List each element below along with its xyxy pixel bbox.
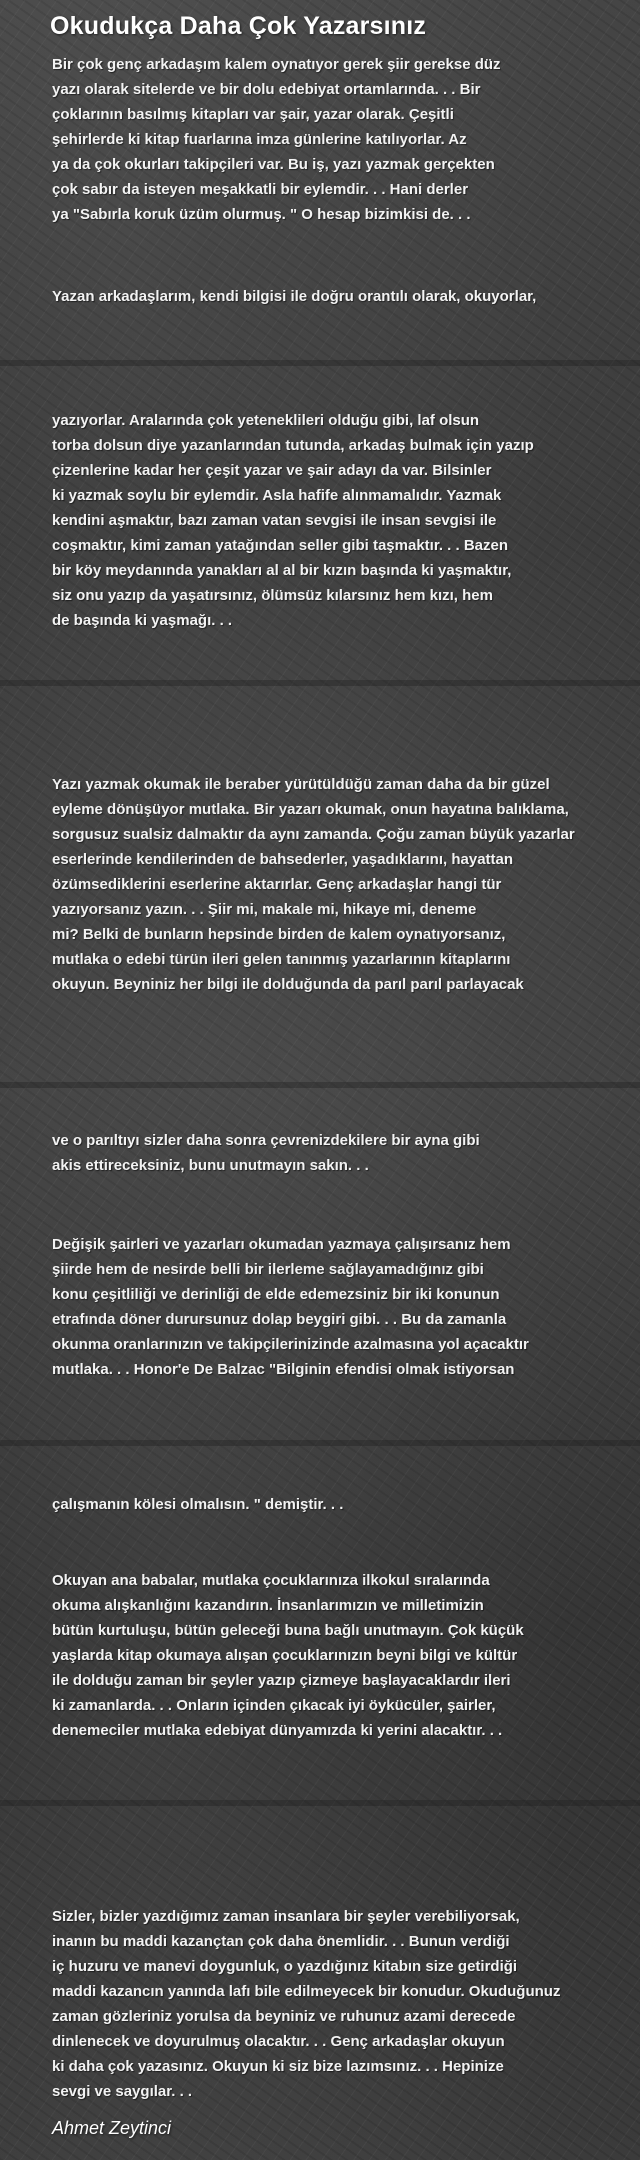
poem-line: çalışmanın kölesi olmalısın. " demiştir. . . — [52, 1496, 344, 1513]
background-band — [0, 360, 640, 366]
poem-line: yazı olarak sitelerde ve bir dolu edebiyat ortamlarında. . . Bir — [52, 81, 481, 98]
poem-line: akis ettireceksiniz, bunu unutmayın sakın. . . — [52, 1157, 369, 1174]
poem-line: zaman gözleriniz yorulsa da beyniniz ve ruhunuz azami derecede — [52, 2008, 516, 2025]
poem-line: çizenlerine kadar her çeşit yazar ve şair adayı da var. Bilsinler — [52, 462, 492, 479]
poem-line: torba dolsun diye yazanlarından tutunda, arkadaş bulmak için yazıp — [52, 437, 534, 454]
poem-line: çoklarının basılmış kitapları var şair, yazar olarak. Çeşitli — [52, 106, 454, 123]
poem-line: ki yazmak soylu bir eylemdir. Asla hafife alınmamalıdır. Yazmak — [52, 487, 502, 504]
poem-line: özümsediklerini eserlerine aktarırlar. Genç arkadaşlar hangi tür — [52, 876, 502, 893]
poem-line: siz onu yazıp da yaşatırsınız, ölümsüz kılarsınız hem kızı, hem — [52, 587, 493, 604]
poem-line: sorgusuz sualsiz dalmaktır da aynı zamanda. Çoğu zaman büyük yazarlar — [52, 826, 575, 843]
poem-line: etrafında döner durursunuz dolap beygiri gibi. . . Bu da zamanla — [52, 1311, 507, 1328]
poem-line: ile dolduğu zaman bir şeyler yazıp çizmeye başlayacaklardır ileri — [52, 1672, 511, 1689]
poem-line: Yazı yazmak okumak ile beraber yürütüldüğü zaman daha da bir güzel — [52, 776, 550, 793]
poem-line: bir köy meydanında yanakları al al bir kızın başında ki yaşmaktır, — [52, 562, 512, 579]
poem-line: şiirde hem de nesirde belli bir ilerleme sağlayamadığınız gibi — [52, 1261, 484, 1278]
poem-line: okuyun. Beyniniz her bilgi ile dolduğunda da parıl parıl parlayacak — [52, 976, 524, 993]
poem-line: Okuyan ana babalar, mutlaka çocuklarınıza ilkokul sıralarında — [52, 1572, 490, 1589]
stanza — [52, 284, 612, 309]
poem-line: Sizler, bizler yazdığımız zaman insanlara bir şeyler verebiliyorsak, — [52, 1908, 520, 1925]
stanza — [52, 1492, 612, 1517]
poem-line: Bir çok genç arkadaşım kalem oynatıyor gerek şiir gerekse düz — [52, 56, 501, 73]
stanza — [52, 408, 612, 633]
poem-line: konu çeşitliliği ve derinliği de elde edemezsiniz bir iki konunun — [52, 1286, 500, 1303]
author-name: Ahmet Zeytinci — [52, 2118, 172, 2138]
poem-title: Okudukça Daha Çok Yazarsınız — [50, 12, 427, 40]
poem-line: okuma alışkanlığını kazandırın. İnsanlarımızın ve milletimizin — [52, 1597, 484, 1614]
poem-line: Yazan arkadaşlarım, kendi bilgisi ile doğru orantılı olarak, okuyorlar, — [52, 288, 537, 305]
poem-line: maddi kazancın yanında lafı bile edilmeyecek bir konudur. Okuduğunuz — [52, 1983, 561, 2000]
stanza — [52, 772, 612, 997]
poem-line: mutlaka. . . Honor'e De Balzac "Bilginin efendisi olmak istiyorsan — [52, 1361, 515, 1378]
background-band — [0, 1800, 640, 1806]
poem-line: ya "Sabırla koruk üzüm olurmuş. " O hesap bizimkisi de. . . — [52, 206, 471, 223]
stanza — [52, 1568, 612, 1743]
poem-line: coşmaktır, kimi zaman yatağından seller gibi taşmaktır. . . Bazen — [52, 537, 509, 554]
poem-line: ki daha çok yazasınız. Okuyun ki siz bize lazımsınız. . . Hepinize — [52, 2058, 504, 2075]
stanza — [52, 1232, 612, 1382]
poem-line: ya da çok okurları takipçileri var. Bu iş, yazı yazmak gerçekten — [52, 156, 495, 173]
background-band — [0, 680, 640, 686]
poem-line: çok sabır da isteyen meşakkatli bir eylemdir. . . Hani derler — [52, 181, 469, 198]
stanza — [52, 1128, 612, 1178]
poem-line: mi? Belki de bunların hepsinde birden de kalem oynatıyorsanız, — [52, 926, 506, 943]
poem-line: yazıyorlar. Aralarında çok yeteneklileri olduğu gibi, laf olsun — [52, 412, 480, 429]
poem-line: eyleme dönüşüyor mutlaka. Bir yazarı okumak, onun hayatına balıklama, — [52, 801, 569, 818]
poem-line: okunma oranlarınızın ve takipçilerinizinde azalmasına yol açacaktır — [52, 1336, 529, 1353]
poem-line: inanın bu maddi kazançtan çok daha önemlidir. . . Bunun verdiği — [52, 1933, 510, 1950]
poem-line: yazıyorsanız yazın. . . Şiir mi, makale mi, hikaye mi, deneme — [52, 901, 477, 918]
poem-line: sevgi ve saygılar. . . — [52, 2083, 193, 2100]
poem-line: dinlenecek ve doyurulmuş olacaktır. . . Genç arkadaşlar okuyun — [52, 2033, 505, 2050]
poem-line: eserlerinde kendilerinden de bahsederler, yaşadıklarını, hayattan — [52, 851, 514, 868]
poem-line: mutlaka o edebi türün ileri gelen tanınmış yazarlarının kitaplarını — [52, 951, 511, 968]
poem-line: kendini aşmaktır, bazı zaman vatan sevgisi ile insan sevgisi ile — [52, 512, 497, 529]
poem-line: denemeciler mutlaka edebiyat dünyamızda ki yerini alacaktır. . . — [52, 1722, 503, 1739]
poem-line: de başında ki yaşmağı. . . — [52, 612, 233, 629]
poem-line: iç huzuru ve manevi doygunluk, o yazdığınız kitabın size getirdiği — [52, 1958, 518, 1975]
poem-line: yaşlarda kitap okumaya alışan çocuklarınızın beyni bilgi ve kültür — [52, 1647, 518, 1664]
poem-line: şehirlerde ki kitap fuarlarına imza günlerine katılıyorlar. Az — [52, 131, 467, 148]
poem-line: bütün kurtuluşu, bütün geleceği buna bağlı unutmayın. Çok küçük — [52, 1622, 524, 1639]
stanza — [52, 1904, 612, 2104]
stanza — [52, 52, 612, 227]
background-band — [0, 1440, 640, 1446]
poem-line: ve o parıltıyı sizler daha sonra çevrenizdekilere bir ayna gibi — [52, 1132, 480, 1149]
poem-line: ki zamanlarda. . . Onların içinden çıkacak iyi öykücüler, şairler, — [52, 1697, 496, 1714]
poem-line: Değişik şairleri ve yazarları okumadan yazmaya çalışırsanız hem — [52, 1236, 511, 1253]
background-band — [0, 1082, 640, 1088]
